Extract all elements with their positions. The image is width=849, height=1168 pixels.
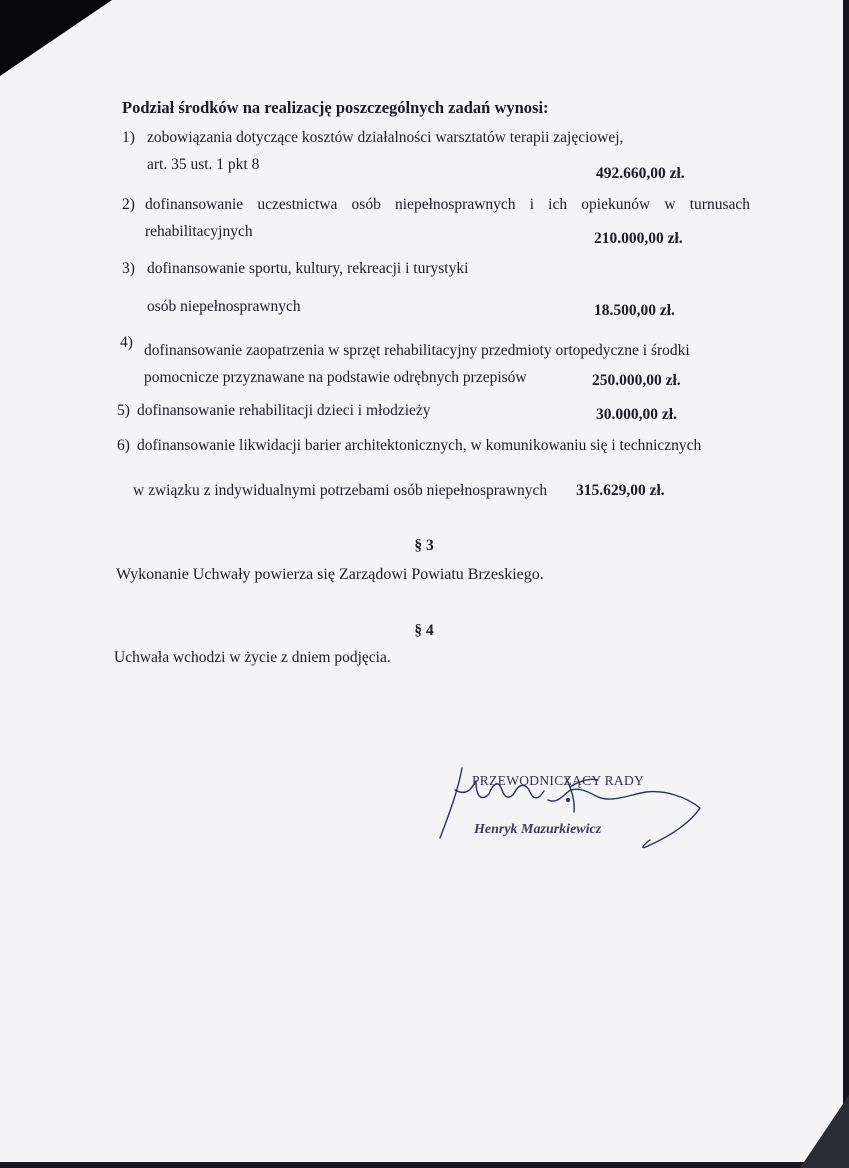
section-4-title: § 4 <box>414 622 434 639</box>
item-4-amount: 250.000,00 zł. <box>592 372 681 389</box>
item-2-text-continued: rehabilitacyjnych <box>145 223 253 240</box>
item-4-text: dofinansowanie zaopatrzenia w sprzęt rehabilitacyjny przedmioty ortopedyczne i środki <box>144 342 690 359</box>
item-1-text-continued: art. 35 ust. 1 pkt 8 <box>147 156 260 173</box>
item-5-text: dofinansowanie rehabilitacji dzieci i młodzieży <box>137 402 431 419</box>
item-4-number: 4) <box>120 334 133 351</box>
item-4-text-continued: pomocnicze przyznawane na podstawie odrębnych przepisów <box>144 369 527 386</box>
item-3-amount: 18.500,00 zł. <box>594 302 675 319</box>
item-1-number: 1) <box>122 129 135 146</box>
section-4-text: Uchwała wchodzi w życie z dniem podjęcia. <box>114 649 391 666</box>
item-6-number: 6) <box>117 437 130 454</box>
item-1-text: zobowiązania dotyczące kosztów działalności warsztatów terapii zajęciowej, <box>147 129 624 146</box>
item-5-number: 5) <box>117 402 130 419</box>
section-3-text: Wykonanie Uchwały powierza się Zarządowi Powiatu Brzeskiego. <box>116 566 544 583</box>
stamp-title: PRZEWODNICZĄCY RADY <box>472 773 645 788</box>
item-2-amount: 210.000,00 zł. <box>594 230 683 247</box>
item-5-amount: 30.000,00 zł. <box>596 406 677 423</box>
item-1-amount: 492.660,00 zł. <box>596 165 685 182</box>
item-6-text: dofinansowanie likwidacji barier architektonicznych, w komunikowaniu się i technicznych <box>137 437 702 454</box>
item-3-text-continued: osób niepełnosprawnych <box>147 298 301 315</box>
item-2-number: 2) <box>122 196 135 213</box>
item-6-amount: 315.629,00 zł. <box>576 482 665 499</box>
item-3-text: dofinansowanie sportu, kultury, rekreacji i turystyki <box>147 260 469 277</box>
section-3-title: § 3 <box>414 537 434 554</box>
item-2-text: dofinansowanie uczestnictwa osób niepełnosprawnych i ich opiekunów w turnusach <box>145 196 750 213</box>
item-6-text-continued: w związku z indywidualnymi potrzebami osób niepełnosprawnych <box>133 482 548 499</box>
item-3-number: 3) <box>122 260 135 277</box>
allocation-heading: Podział środków na realizację poszczególnych zadań wynosi: <box>122 98 549 117</box>
stamp-name: Henryk Mazurkiewicz <box>474 822 602 837</box>
